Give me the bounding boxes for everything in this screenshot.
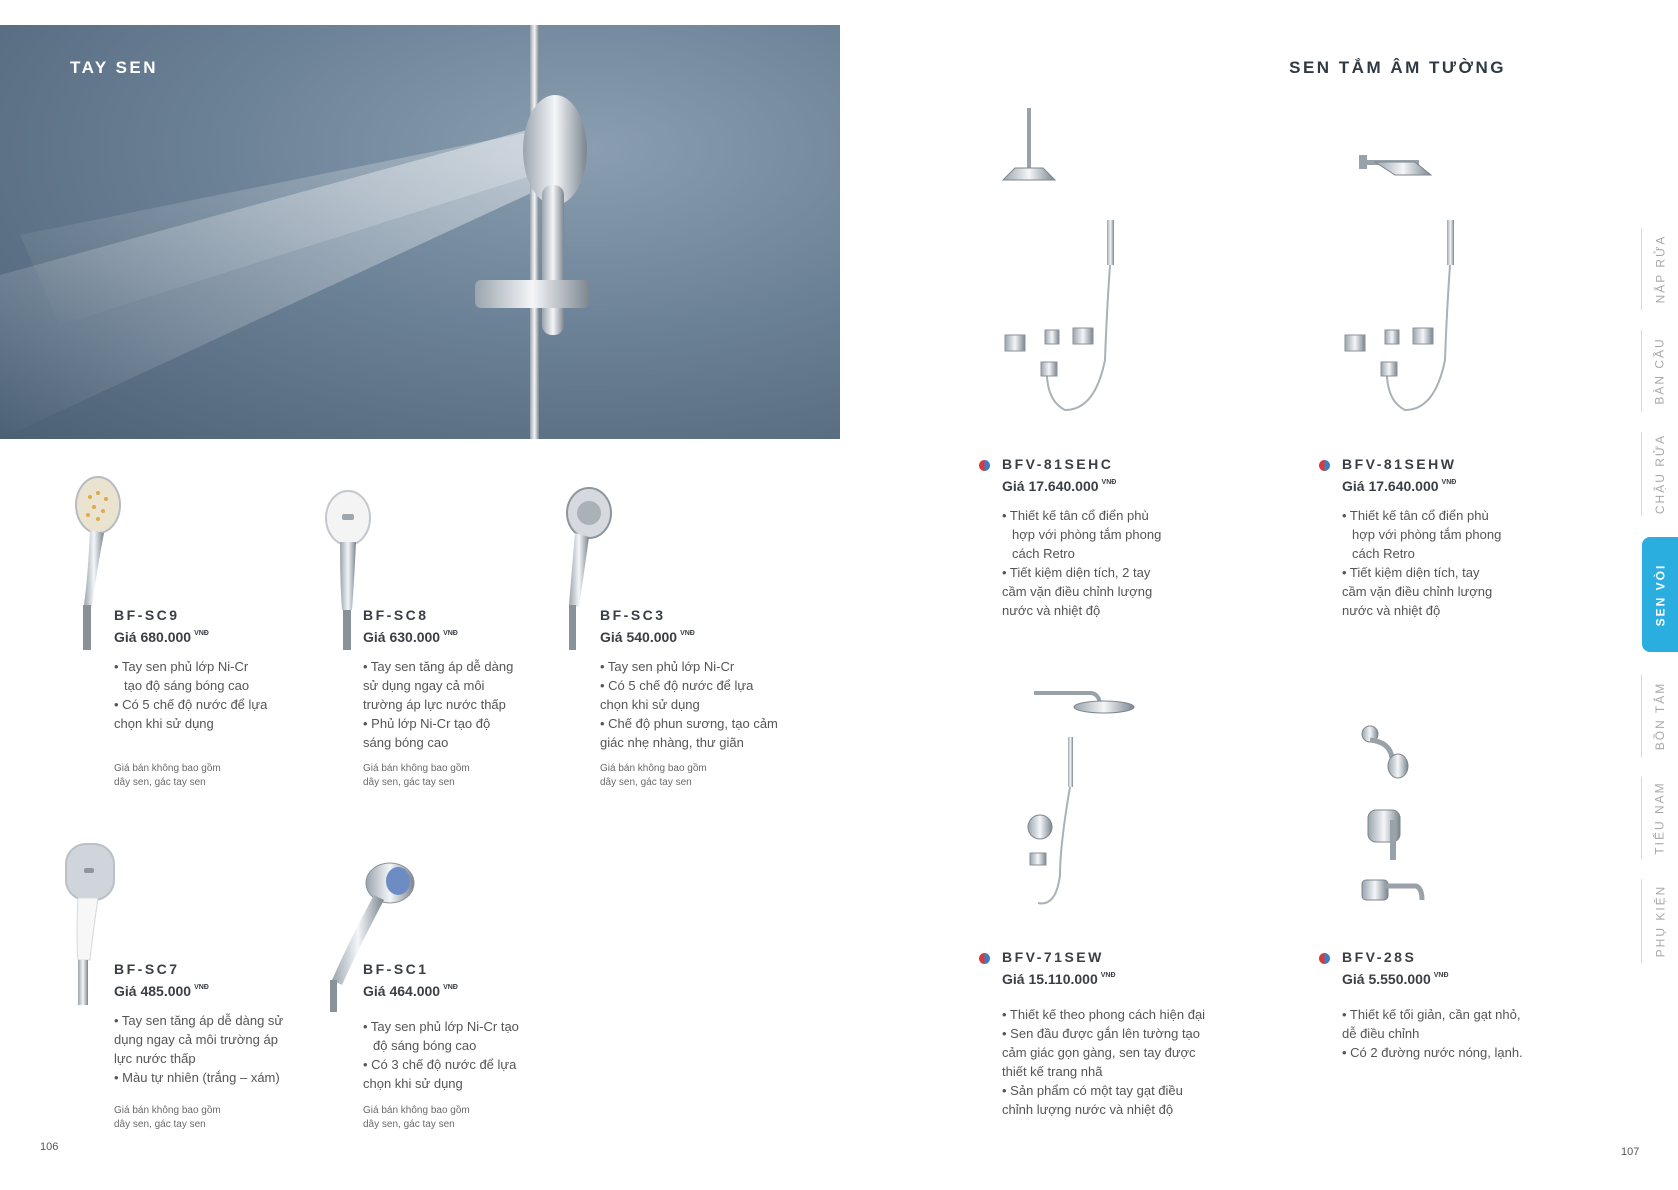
- hero-title: TAY SEN: [70, 58, 159, 77]
- shower-photo: [0, 25, 840, 439]
- product-card-bfv-81sehw: [1342, 456, 1572, 620]
- hot-cold-icon: [1319, 460, 1330, 471]
- product-features: • Tay sen phủ lớp Ni-Cr • Có 5 chế độ nước để lựa chọn khi sử dụng • Chế độ phun sương, tạo cảm giác nhẹ nhàng, thư giãn: [600, 659, 778, 750]
- product-features: • Thiết kế tân cổ điển phù hợp với phòng tắm phong cách Retro • Tiết kiệm diện tích, tay cầm vặn điều chỉnh lượng nước và nhiệt độ: [1342, 508, 1502, 618]
- product-features: • Tay sen phủ lớp Ni-Cr tạo độ sáng bóng cao • Có 5 chế độ nước để lựa chọn khi sử dụng: [114, 659, 268, 731]
- product-price: Giá 630.000 $^{VNĐ}$: [363, 629, 458, 645]
- side-tab-tieu-nam[interactable]: TIỂU NAM: [1641, 777, 1678, 859]
- product-price: Giá 17.640.000 $^{VNĐ}$: [1342, 478, 1457, 494]
- side-tab-nap-rua[interactable]: NẮP RỬA: [1641, 228, 1678, 310]
- product-code: BFV-81SEHC: [1002, 456, 1114, 472]
- side-tab-phu-kien[interactable]: PHỤ KIỆN: [1641, 879, 1678, 963]
- product-card-bf-sc8: [363, 607, 563, 752]
- shower-system-image: [1350, 720, 1440, 915]
- product-card-bfv-28s: [1342, 949, 1572, 1062]
- price-note: Giá bán không bao gồm dây sen, gác tay sen: [114, 1105, 221, 1130]
- side-tab-chau-rua[interactable]: CHẬU RỬA: [1641, 432, 1678, 516]
- product-price: Giá 15.110.000 $^{VNĐ}$: [1002, 971, 1116, 987]
- hero-image: [0, 25, 840, 439]
- product-price: Giá 17.640.000 $^{VNĐ}$: [1002, 478, 1117, 494]
- hot-cold-icon: [1319, 953, 1330, 964]
- product-code: BFV-28S: [1342, 949, 1417, 965]
- hot-cold-icon: [979, 460, 990, 471]
- product-price: Giá 680.000 $^{VNĐ}$: [114, 629, 209, 645]
- product-features: • Thiết kế tân cổ điển phù hợp với phòng tắm phong cách Retro • Tiết kiệm diện tích, 2 tay cầm vặn điều chỉnh lượng nước và nhiệt độ: [1002, 508, 1162, 618]
- product-code: BF-SC8: [363, 607, 429, 623]
- hot-cold-icon: [979, 953, 990, 964]
- product-features: • Thiết kế theo phong cách hiện đại • Sen đầu được gắn lên tường tạo cảm giác gọn gàng, sen tay được thiết kế trang nhã • Sản phẩm có một tay gạt điều chỉnh lượng nước và nhiệt độ: [1002, 1007, 1206, 1117]
- product-code: BF-SC1: [363, 961, 429, 977]
- product-code: BF-SC9: [114, 607, 180, 623]
- price-note: Giá bán không bao gồm dây sen, gác tay sen: [363, 1105, 470, 1130]
- price-note: Giá bán không bao gồm dây sen, gác tay sen: [600, 763, 707, 788]
- product-features: • Tay sen tăng áp dễ dàng sử dụng ngay cả môi trường áp lực nước thấp • Màu tự nhiên (trắng – xám): [114, 1013, 284, 1085]
- product-card-bf-sc3: [600, 607, 810, 752]
- product-code: BF-SC7: [114, 961, 180, 977]
- product-code: BF-SC3: [600, 607, 666, 623]
- product-price: Giá 485.000 $^{VNĐ}$: [114, 983, 209, 999]
- product-code: BFV-71SEW: [1002, 949, 1104, 965]
- product-price: Giá 540.000 $^{VNĐ}$: [600, 629, 695, 645]
- product-card-bfv-71sew: [1002, 949, 1262, 1119]
- product-features: • Tay sen phủ lớp Ni-Cr tạo độ sáng bóng cao • Có 3 chế độ nước để lựa chọn khi sử dụng: [363, 1019, 519, 1091]
- page-number-left: 106: [40, 1141, 59, 1153]
- product-card-bf-sc7: [114, 961, 334, 1087]
- price-note: Giá bán không bao gồm dây sen, gác tay sen: [363, 763, 470, 788]
- product-card-bf-sc9: [114, 607, 314, 733]
- product-code: BFV-81SEHW: [1342, 456, 1457, 472]
- section-title: SEN TẮM ÂM TƯỜNG: [1289, 58, 1506, 77]
- product-card-bf-sc1: [363, 961, 563, 1093]
- side-tab-sen-voi[interactable]: SEN VÒI: [1642, 537, 1678, 652]
- page-number-right: 107: [1621, 1146, 1640, 1158]
- price-note: Giá bán không bao gồm dây sen, gác tay sen: [114, 763, 221, 788]
- product-card-bfv-81sehc: [1002, 456, 1242, 620]
- product-features: • Thiết kế tối giản, cần gạt nhỏ, dễ điều chỉnh • Có 2 đường nước nóng, lạnh.: [1342, 1007, 1523, 1060]
- product-price: Giá 464.000 $^{VNĐ}$: [363, 983, 458, 999]
- shower-system-image: [1335, 100, 1475, 415]
- product-features: • Tay sen tăng áp dễ dàng sử dụng ngay cả môi trường áp lực nước thấp • Phủ lớp Ni-Cr tạo độ sáng bóng cao: [363, 659, 514, 750]
- shower-system-image: [1020, 675, 1160, 915]
- side-tab-bon-tam[interactable]: BỒN TẮM: [1641, 675, 1678, 757]
- side-tab-ban-cau[interactable]: BÀN CẦU: [1641, 330, 1678, 412]
- shower-system-image: [995, 100, 1135, 415]
- product-price: Giá 5.550.000 $^{VNĐ}$: [1342, 971, 1449, 987]
